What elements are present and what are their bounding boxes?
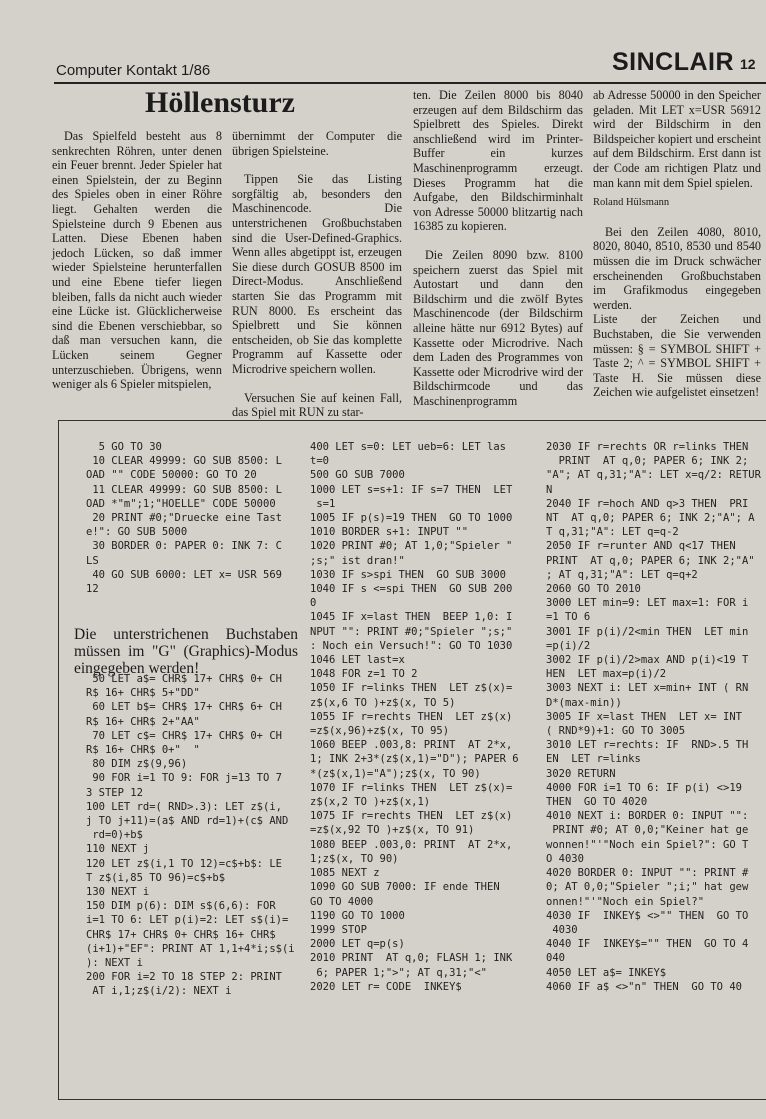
- paragraph: Die Zeilen 8090 bzw. 8100 speichern zuerst das Spiel mit Autostart und dann den Bildschirm und die zwölf Bytes Maschinencode (der Bildschirm alleine hätte nur 6912 Bytes) auf Kassette oder Microdrive. Nach dem Laden des Programmes von Kassette oder Microdrive wird der Bildschirmcode und das Maschinenprogramm: [413, 247, 583, 408]
- article-column-2: [232, 129, 402, 434]
- paragraph: Liste der Zeichen und Buchstaben, die Sie verwenden müssen: § = SYMBOL SHIFT + Taste 2; ^ = SYMBOL SHIFT + Taste H. Sie müssen diese Zeichen wie aufgelistet einsetzen!: [593, 312, 761, 400]
- paragraph: Bei den Zeilen 4080, 8010, 8020, 8040, 8510, 8530 und 8540 müssen die im Druck schwächer erscheinenden Großbuchstaben im Grafikmodus eingegeben werden.: [593, 224, 761, 312]
- paragraph: Tippen Sie das Listing sorgfältig ab, besonders den Maschinencode. Die unterstrichenen Großbuchstaben sind die User-Defined-Graphics. Wenn alles abgetippt ist, erzeugen Sie diese durch GOSUB 8500 im Direct-Modus. Anschließend starten Sie das Programm mit RUN 8000. Es erscheint das Spielbrett und Sie können entscheiden, ob Sie das komplette Programm auf Kassette oder Microdrive speichern wollen.: [232, 172, 402, 376]
- listing-column-2: 400 LET s=0: LET ueb=6: LET las t=0 500 GO SUB 7000 1000 LET s=s+1: IF s=7 THEN LET s=1 1005 IF p(s)=19 THEN GO TO 1000 1010 BORDER s+1: INPUT "" 1020 PRINT #0; AT 1,0;"Spieler " ;s;" ist dran!" 1030 IF s>spi THEN GO SUB 3000 1040 IF s <=spi THEN GO SUB 200 0 1045 IF x=last THEN BEEP 1,0: I NPUT "": PRINT #0;"Spieler ";s;" : Noch ein Versuch!": GO TO 1030 1046 LET last=x 1048 FOR z=1 TO 2 1050 IF r=links THEN LET z$(x)= z$(x,6 TO )+z$(x, TO 5) 1055 IF r=rechts THEN LET z$(x) =z$(x,96)+z$(x, TO 95) 1060 BEEP .003,8: PRINT AT 2*x, 1; INK 2+3*(z$(x,1)="D"); PAPER 6 *(z$(x,1)="A");z$(x, TO 90) 1070 IF r=links THEN LET z$(x)= z$(x,2 TO )+z$(x,1) 1075 IF r=rechts THEN LET z$(x) =z$(x,92 TO )+z$(x, TO 91) 1080 BEEP .003,0: PRINT AT 2*x, 1;z$(x, TO 90) 1085 NEXT z 1090 GO SUB 7000: IF ende THEN GO TO 4000 1190 GO TO 1000 1999 STOP 2000 LET q=p(s) 2010 PRINT AT q,0; FLASH 1; INK 6; PAPER 1;">"; AT q,31;"<" 2020 LET r= CODE INKEY$: [310, 441, 519, 993]
- listing-column-1b: 50 LET a$= CHR$ 17+ CHR$ 0+ CH R$ 16+ CHR$ 5+"DD" 60 LET b$= CHR$ 17+ CHR$ 6+ CH R$ 16+ CHR$ 2+"AA" 70 LET c$= CHR$ 17+ CHR$ 0+ CH R$ 16+ CHR$ 0+" " 80 DIM z$(9,96) 90 FOR i=1 TO 9: FOR j=13 TO 7 3 STEP 12 100 LET rd=( RND>.3): LET z$(i, j TO j+11)=(a$ AND rd=1)+(c$ AND rd=0)+b$ 110 NEXT j 120 LET z$(i,1 TO 12)=c$+b$: LE T z$(i,85 TO 96)=c$+b$ 130 NEXT i 150 DIM p(6): DIM s$(6,6): FOR i=1 TO 6: LET p(i)=2: LET s$(i)= CHR$ 17+ CHR$ 0+ CHR$ 16+ CHR$ (i+1)+"EF": PRINT AT 1,1+4*i;s$(i ): NEXT i 200 FOR i=2 TO 18 STEP 2: PRINT AT i,1;z$(i/2): NEXT i: [86, 673, 295, 998]
- paragraph: ten. Die Zeilen 8000 bis 8040 erzeugen auf dem Bildschirm das Spielbrett des Spieles. Direkt anschließend wird im Printer-Buffer ein kurzes Maschinenprogramm erzeugt. Dieses Programm hat die Aufgabe, den Bildschirminhalt von Adresse 50000 blitzartig nach 16385 zu kopieren.: [413, 88, 583, 234]
- article-column-3: [413, 88, 583, 422]
- publication-name: Computer Kontakt 1/86: [56, 62, 211, 79]
- listing-column-3: 2030 IF r=rechts OR r=links THEN PRINT AT q,0; PAPER 6; INK 2; "A"; AT q,31;"A": LET x=q/2: RETUR N 2040 IF r=hoch AND q>3 THEN PRI NT AT q,0; PAPER 6; INK 2;"A"; A T q,31;"A": LET q=q-2 2050 IF r=runter AND q<17 THEN PRINT AT q,0; PAPER 6; INK 2;"A" ; AT q,31;"A": LET q=q+2 2060 GO TO 2010 3000 LET min=9: LET max=1: FOR i =1 TO 6 3001 IF p(i)/2<min THEN LET min =p(i)/2 3002 IF p(i)/2>max AND p(i)<19 T HEN LET max=p(i)/2 3003 NEXT i: LET x=min+ INT ( RN D*(max-min)) 3005 IF x=last THEN LET x= INT ( RND*9)+1: GO TO 3005 3010 LET r=rechts: IF RND>.5 TH EN LET r=links 3020 RETURN 4000 FOR i=1 TO 6: IF p(i) <>19 THEN GO TO 4020 4010 NEXT i: BORDER 0: INPUT "": PRINT #0; AT 0,0;"Keiner hat ge wonnen!"'"Noch ein Spiel?": GO T O 4030 4020 BORDER 0: INPUT "": PRINT # 0; AT 0,0;"Spieler ";i;" hat gew onnen!"'"Noch ein Spiel?" 4030 IF INKEY$ <>"" THEN GO TO 4030 4040 IF INKEY$="" THEN GO TO 4 040 4050 LET a$= INKEY$ 4060 IF a$ <>"n" THEN GO TO 40: [546, 441, 761, 993]
- article-title: Höllensturz: [145, 86, 295, 119]
- paragraph: übernimmt der Computer die übrigen Spielsteine.: [232, 129, 402, 158]
- section-brand: SINCLAIR: [612, 48, 735, 76]
- article-column-4: [593, 88, 761, 414]
- listing-column-1a: 5 GO TO 30 10 CLEAR 49999: GO SUB 8500: L OAD "" CODE 50000: GO TO 20 11 CLEAR 49999: GO SUB 8500: L OAD *"m";1;"HOELLE" CODE 50000 20 PRINT #0;"Druecke eine Tast e!": GO SUB 5000 30 BORDER 0: PAPER 0: INK 7: C LS 40 GO SUB 6000: LET x= USR 569 12: [86, 441, 282, 596]
- author-name: Roland Hülsmann: [593, 197, 670, 209]
- paragraph: Versuchen Sie auf keinen Fall, das Spiel mit RUN zu star-: [232, 390, 402, 420]
- article-column-1: [52, 129, 222, 406]
- paragraph: Das Spielfeld besteht aus 8 senkrechten Röhren, unter denen ein Feuer brennt. Jeder Spieler hat einen Spielstein, der zu Beginn des Spieles oben in einer Röhre liegt. Gehalten werden die Spielsteine durch 9 Ebenen aus Latten. Diese Ebenen haben jedoch Lücken, so daß immer wieder Spielsteine herunterfallen und eine Ebene tiefer liegen bleiben, falls da nicht auch wieder eine Lücke ist. Glücklicherweise sind die Ebenen verschiebbar, so daß man versuchen kann, die Lücken seinem Gegner unterzuschieben. Übrigens, wenn weniger als 6 Spieler mitspielen,: [52, 129, 222, 392]
- page-header: [54, 46, 766, 84]
- listing-note: Die unterstrichenen Buchstaben müssen im "G" (Graphics)-Modus eingegeben werden!: [74, 626, 298, 677]
- paragraph: ab Adresse 50000 in den Speicher geladen. Mit LET x=USR 56912 wird der Bildschirm in den Bildspeicher kopiert und erscheint auf dem Bildschirm. Erst dann ist der Code am richtigen Platz und man kann mit dem Spiel spielen.: [593, 88, 761, 190]
- page-number: 12: [740, 56, 756, 72]
